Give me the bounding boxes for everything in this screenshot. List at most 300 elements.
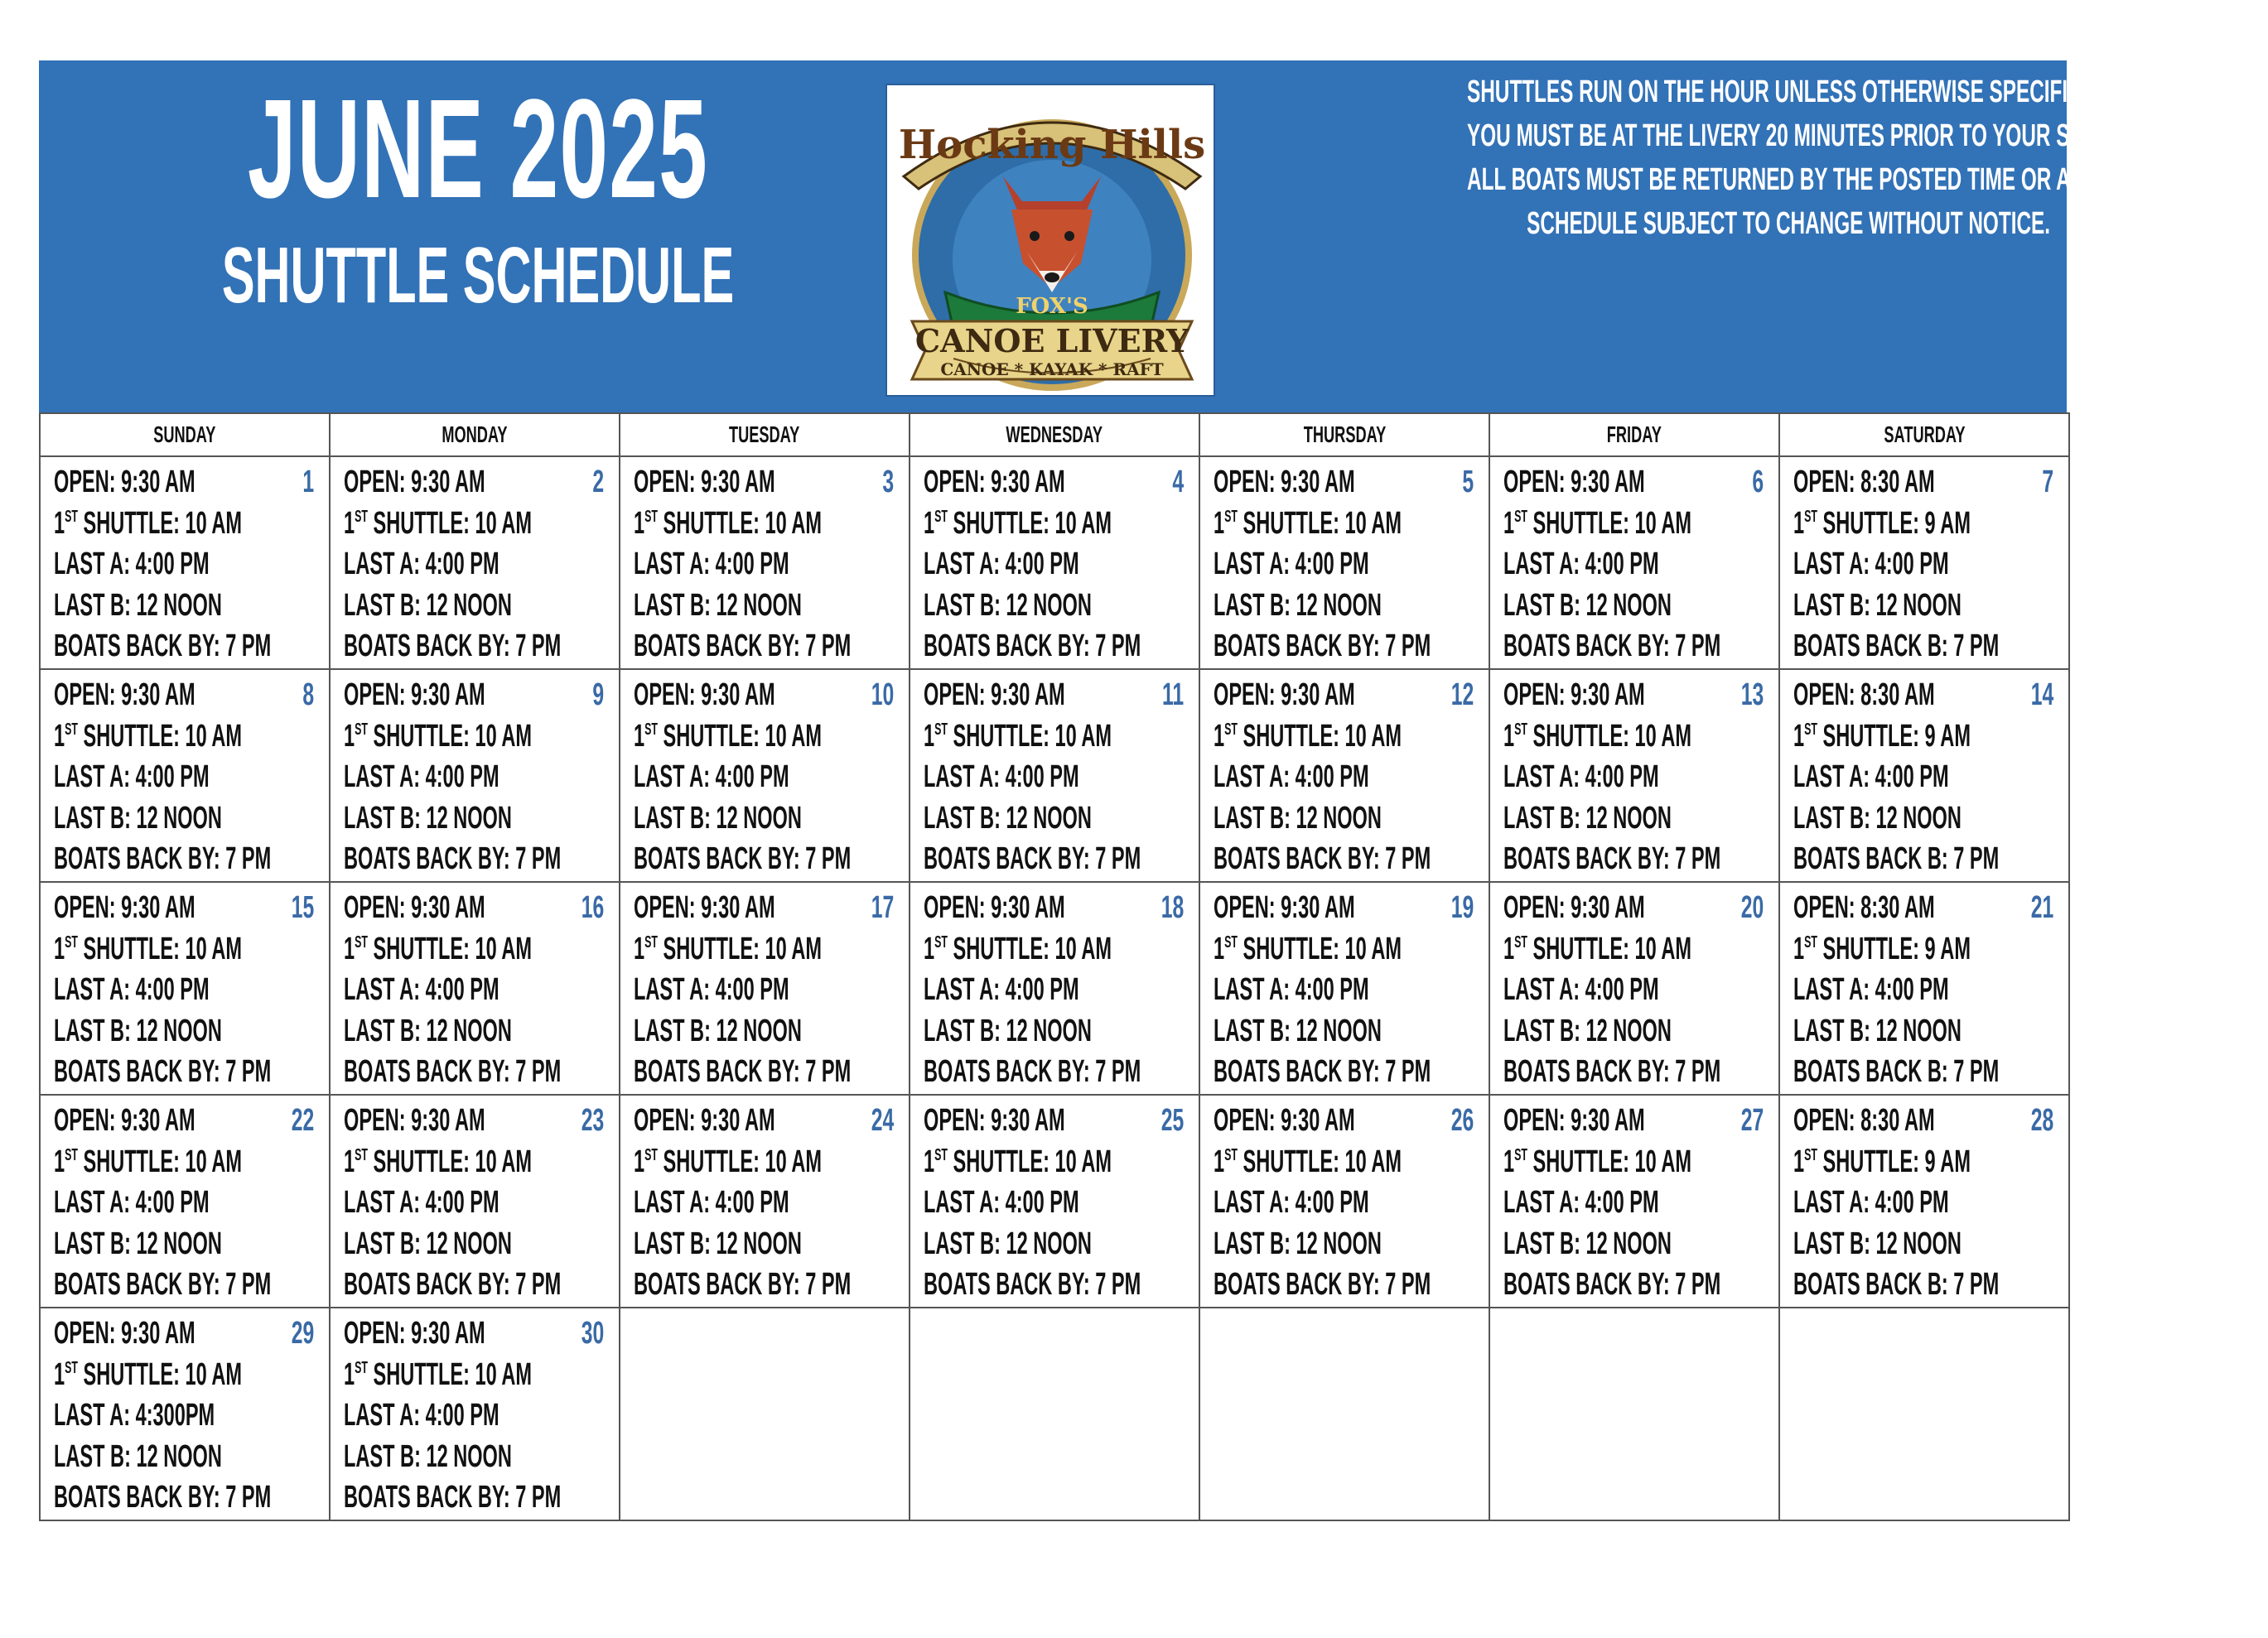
day-cell: [910, 669, 1199, 882]
shuttle-ordinal: 1: [344, 718, 355, 754]
last-a-time: LAST A: 4:00 PM: [1793, 1185, 1949, 1221]
last-a-time: LAST A: 4:00 PM: [54, 759, 210, 795]
last-b-time: LAST B: 12 NOON: [1793, 1226, 1962, 1261]
first-shuttle: [1793, 716, 1971, 758]
day-number: 18: [1161, 890, 1184, 925]
shuttle-time-text: SHUTTLE: 10 AM: [947, 718, 1112, 754]
shuttle-ordinal: 1: [634, 931, 645, 966]
first-shuttle: [634, 929, 823, 971]
shuttle-ordinal: 1: [924, 1144, 935, 1179]
weekday-header: WEDNESDAY: [910, 413, 1199, 456]
shuttle-ordinal: 1: [1793, 1144, 1805, 1179]
first-shuttle: [54, 1355, 243, 1396]
shuttle-ordinal: 1: [1793, 505, 1805, 541]
empty-day-cell: [910, 1308, 1199, 1520]
last-b-time: LAST B: 12 NOON: [1214, 1226, 1382, 1261]
day-number: 11: [1161, 677, 1184, 712]
first-shuttle: [1503, 716, 1692, 758]
shuttle-ordinal-suffix: ST: [644, 720, 658, 739]
open-time: OPEN: 9:30 AM: [344, 1103, 485, 1138]
boats-back-time: BOATS BACK BY: 7 PM: [1503, 1054, 1721, 1090]
shuttle-time-text: SHUTTLE: 10 AM: [77, 931, 243, 966]
boats-back-time: BOATS BACK BY: 7 PM: [1503, 1267, 1721, 1303]
empty-day-cell: [1489, 1308, 1779, 1520]
header-banner: [39, 60, 2268, 412]
last-a-time: LAST A: 4:00 PM: [1214, 1185, 1369, 1221]
last-b-time: LAST B: 12 NOON: [1503, 800, 1672, 836]
shuttle-ordinal: 1: [344, 505, 355, 541]
shuttle-ordinal-suffix: ST: [1804, 720, 1817, 739]
first-shuttle: [1214, 716, 1402, 758]
last-a-time: LAST A: 4:00 PM: [634, 759, 789, 795]
day-number: 2: [592, 465, 604, 499]
day-cell: [40, 456, 330, 669]
shuttle-ordinal: 1: [54, 1144, 65, 1179]
last-b-time: LAST B: 12 NOON: [344, 1226, 512, 1261]
shuttle-ordinal-suffix: ST: [934, 720, 948, 739]
last-a-time: LAST A: 4:00 PM: [54, 1185, 210, 1221]
last-a-time: LAST A: 4:00 PM: [344, 1185, 499, 1221]
weekday-header: SATURDAY: [1779, 413, 2069, 456]
boats-back-time: BOATS BACK B: 7 PM: [1793, 841, 2000, 877]
logo-name-text: FOX'S: [1016, 294, 1088, 319]
last-b-time: LAST B: 12 NOON: [1214, 587, 1382, 623]
calendar-grid: [39, 412, 2070, 1521]
shuttle-ordinal-suffix: ST: [65, 1145, 78, 1164]
shuttle-ordinal-suffix: ST: [1804, 507, 1817, 526]
shuttle-time-text: SHUTTLE: 10 AM: [657, 1144, 823, 1179]
last-a-time: LAST A: 4:00 PM: [54, 547, 210, 582]
open-time: OPEN: 9:30 AM: [1503, 1103, 1645, 1138]
day-cell: [330, 1095, 620, 1308]
open-time: OPEN: 9:30 AM: [634, 1103, 775, 1138]
last-a-time: LAST A: 4:00 PM: [634, 547, 789, 582]
open-time: OPEN: 9:30 AM: [1214, 465, 1355, 499]
first-shuttle: [924, 929, 1112, 971]
first-shuttle: [1793, 929, 1971, 971]
shuttle-time-text: SHUTTLE: 10 AM: [1237, 505, 1402, 541]
shuttle-ordinal-suffix: ST: [1224, 720, 1238, 739]
open-time: OPEN: 9:30 AM: [924, 677, 1065, 712]
boats-back-time: BOATS BACK BY: 7 PM: [344, 1267, 562, 1303]
calendar-week-row: [40, 456, 2069, 669]
weekday-header: MONDAY: [330, 413, 620, 456]
day-number: 19: [1450, 890, 1474, 925]
day-number: 4: [1172, 465, 1184, 499]
open-time: OPEN: 9:30 AM: [1503, 890, 1645, 925]
first-shuttle: [344, 1142, 533, 1183]
shuttle-ordinal-suffix: ST: [355, 1358, 368, 1377]
boats-back-time: BOATS BACK BY: 7 PM: [634, 1054, 852, 1090]
last-a-time: LAST A: 4:00 PM: [924, 759, 1079, 795]
last-b-time: LAST B: 12 NOON: [1793, 800, 1962, 836]
shuttle-ordinal: 1: [344, 1356, 355, 1392]
shuttle-time-text: SHUTTLE: 10 AM: [77, 718, 243, 754]
open-time: OPEN: 9:30 AM: [634, 890, 775, 925]
open-time: OPEN: 9:30 AM: [1503, 465, 1645, 499]
notice-line: SCHEDULE SUBJECT TO CHANGE WITHOUT NOTICE.: [1527, 206, 2050, 241]
shuttle-ordinal-suffix: ST: [934, 1145, 948, 1164]
shuttle-ordinal: 1: [1793, 931, 1805, 966]
day-cell: [910, 882, 1199, 1095]
shuttle-time-text: SHUTTLE: 10 AM: [1237, 718, 1402, 754]
last-b-time: LAST B: 12 NOON: [924, 587, 1092, 623]
open-time: OPEN: 9:30 AM: [54, 1103, 195, 1138]
first-shuttle: [634, 1142, 823, 1183]
shuttle-ordinal: 1: [634, 1144, 645, 1179]
shuttle-ordinal-suffix: ST: [1804, 932, 1817, 951]
day-cell: [40, 1095, 330, 1308]
shuttle-ordinal-suffix: ST: [65, 932, 78, 951]
last-a-time: LAST A: 4:00 PM: [344, 972, 499, 1008]
last-a-time: LAST A: 4:00 PM: [634, 972, 789, 1008]
shuttle-ordinal-suffix: ST: [934, 507, 948, 526]
open-time: OPEN: 8:30 AM: [1793, 465, 1935, 499]
shuttle-ordinal-suffix: ST: [1224, 507, 1238, 526]
shuttle-ordinal: 1: [344, 1144, 355, 1179]
shuttle-ordinal-suffix: ST: [1514, 720, 1527, 739]
empty-day-cell: [620, 1308, 910, 1520]
logo-livery-text: CANOE LIVERY: [914, 322, 1189, 359]
shuttle-time-text: SHUTTLE: 9 AM: [1817, 505, 1971, 541]
open-time: OPEN: 9:30 AM: [54, 890, 195, 925]
open-time: OPEN: 9:30 AM: [344, 890, 485, 925]
day-number: 3: [882, 465, 894, 499]
last-b-time: LAST B: 12 NOON: [634, 587, 802, 623]
last-b-time: LAST B: 12 NOON: [1793, 1013, 1962, 1048]
shuttle-time-text: SHUTTLE: 10 AM: [367, 1356, 533, 1392]
shuttle-ordinal-suffix: ST: [644, 932, 658, 951]
last-a-time: LAST A: 4:00 PM: [1793, 972, 1949, 1008]
shuttle-ordinal-suffix: ST: [65, 1358, 78, 1377]
day-number: 8: [302, 677, 314, 712]
boats-back-time: BOATS BACK BY: 7 PM: [54, 629, 272, 664]
weekday-header: FRIDAY: [1489, 413, 1779, 456]
day-number: 6: [1752, 465, 1764, 499]
open-time: OPEN: 8:30 AM: [1793, 1103, 1935, 1138]
shuttle-time-text: SHUTTLE: 10 AM: [77, 505, 243, 541]
shuttle-time-text: SHUTTLE: 10 AM: [367, 505, 533, 541]
empty-day-cell: [1199, 1308, 1489, 1520]
shuttle-ordinal-suffix: ST: [65, 507, 78, 526]
shuttle-time-text: SHUTTLE: 10 AM: [1527, 1144, 1692, 1179]
last-a-time: LAST A: 4:00 PM: [1503, 759, 1659, 795]
boats-back-time: BOATS BACK BY: 7 PM: [924, 1267, 1141, 1303]
day-cell: [330, 669, 620, 882]
open-time: OPEN: 9:30 AM: [1503, 677, 1645, 712]
boats-back-time: BOATS BACK BY: 7 PM: [54, 1267, 272, 1303]
boats-back-time: BOATS BACK BY: 7 PM: [344, 841, 562, 877]
boats-back-time: BOATS BACK BY: 7 PM: [1214, 1054, 1431, 1090]
first-shuttle: [1503, 1142, 1692, 1183]
first-shuttle: [54, 503, 243, 545]
open-time: OPEN: 9:30 AM: [54, 1316, 195, 1351]
shuttle-ordinal-suffix: ST: [355, 507, 368, 526]
last-b-time: LAST B: 12 NOON: [344, 587, 512, 623]
first-shuttle: [344, 1355, 533, 1396]
shuttle-time-text: SHUTTLE: 10 AM: [77, 1144, 243, 1179]
last-b-time: LAST B: 12 NOON: [634, 1226, 802, 1261]
day-number: 21: [2030, 890, 2053, 925]
day-number: 16: [581, 890, 604, 925]
month-title: JUNE 2025: [247, 70, 709, 228]
open-time: OPEN: 9:30 AM: [344, 465, 485, 499]
shuttle-ordinal: 1: [1214, 1144, 1225, 1179]
open-time: OPEN: 9:30 AM: [344, 677, 485, 712]
boats-back-time: BOATS BACK BY: 7 PM: [634, 841, 852, 877]
day-number: 20: [1740, 890, 1764, 925]
last-b-time: LAST B: 12 NOON: [924, 800, 1092, 836]
boats-back-time: BOATS BACK BY: 7 PM: [1214, 629, 1431, 664]
open-time: OPEN: 9:30 AM: [924, 465, 1065, 499]
boats-back-time: BOATS BACK BY: 7 PM: [924, 841, 1141, 877]
first-shuttle: [344, 929, 533, 971]
boats-back-time: BOATS BACK BY: 7 PM: [1503, 841, 1721, 877]
last-b-time: LAST B: 12 NOON: [1503, 1013, 1672, 1048]
shuttle-time-text: SHUTTLE: 10 AM: [1527, 505, 1692, 541]
day-cell: [1199, 456, 1489, 669]
open-time: OPEN: 9:30 AM: [1214, 677, 1355, 712]
shuttle-ordinal: 1: [1503, 505, 1515, 541]
boats-back-time: BOATS BACK BY: 7 PM: [1503, 629, 1721, 664]
shuttle-time-text: SHUTTLE: 10 AM: [947, 931, 1112, 966]
shuttle-ordinal: 1: [1503, 718, 1515, 754]
day-number: 10: [871, 677, 894, 712]
last-a-time: LAST A: 4:300PM: [54, 1398, 215, 1433]
shuttle-ordinal: 1: [54, 718, 65, 754]
shuttle-ordinal: 1: [54, 505, 65, 541]
shuttle-time-text: SHUTTLE: 10 AM: [367, 1144, 533, 1179]
shuttle-time-text: SHUTTLE: 10 AM: [947, 505, 1112, 541]
boats-back-time: BOATS BACK BY: 7 PM: [1214, 1267, 1431, 1303]
last-a-time: LAST A: 4:00 PM: [924, 547, 1079, 582]
last-a-time: LAST A: 4:00 PM: [924, 972, 1079, 1008]
shuttle-ordinal-suffix: ST: [65, 720, 78, 739]
shuttle-ordinal: 1: [1503, 931, 1515, 966]
last-a-time: LAST A: 4:00 PM: [1503, 972, 1659, 1008]
shuttle-time-text: SHUTTLE: 9 AM: [1817, 931, 1971, 966]
last-b-time: LAST B: 12 NOON: [54, 1013, 222, 1048]
notice-line: SHUTTLES RUN ON THE HOUR UNLESS OTHERWISE SPECIFIED.: [1467, 75, 2102, 109]
day-cell: [330, 882, 620, 1095]
boats-back-time: BOATS BACK BY: 7 PM: [344, 629, 562, 664]
day-number: 28: [2030, 1103, 2053, 1138]
day-number: 13: [1740, 677, 1764, 712]
day-cell: [40, 882, 330, 1095]
shuttle-ordinal: 1: [924, 505, 935, 541]
calendar-body: [40, 456, 2069, 1520]
day-cell: [1489, 1095, 1779, 1308]
day-number: 24: [871, 1103, 894, 1138]
last-b-time: LAST B: 12 NOON: [1214, 1013, 1382, 1048]
last-a-time: LAST A: 4:00 PM: [344, 547, 499, 582]
day-cell: [1489, 456, 1779, 669]
notice-line: YOU MUST BE AT THE LIVERY 20 MINUTES PRIOR TO YOUR SHUTTLE TIME.: [1467, 118, 2208, 153]
shuttle-ordinal-suffix: ST: [355, 932, 368, 951]
open-time: OPEN: 8:30 AM: [1793, 677, 1935, 712]
shuttle-ordinal: 1: [1793, 718, 1805, 754]
boats-back-time: BOATS BACK BY: 7 PM: [344, 1054, 562, 1090]
day-number: 27: [1740, 1103, 1764, 1138]
boats-back-time: BOATS BACK B: 7 PM: [1793, 1267, 2000, 1303]
shuttle-time-text: SHUTTLE: 9 AM: [1817, 718, 1971, 754]
day-number: 7: [2042, 465, 2053, 499]
shuttle-time-text: SHUTTLE: 9 AM: [1817, 1144, 1971, 1179]
last-a-time: LAST A: 4:00 PM: [1793, 759, 1949, 795]
first-shuttle: [54, 929, 243, 971]
shuttle-time-text: SHUTTLE: 10 AM: [367, 931, 533, 966]
day-number: 22: [291, 1103, 314, 1138]
first-shuttle: [1503, 503, 1692, 545]
shuttle-ordinal: 1: [1214, 931, 1225, 966]
shuttle-ordinal: 1: [344, 931, 355, 966]
shuttle-ordinal: 1: [54, 1356, 65, 1392]
boats-back-time: BOATS BACK BY: 7 PM: [54, 1480, 272, 1515]
last-a-time: LAST A: 4:00 PM: [1214, 547, 1369, 582]
last-b-time: LAST B: 12 NOON: [1503, 1226, 1672, 1261]
calendar-week-row: [40, 1095, 2069, 1308]
day-cell: [40, 669, 330, 882]
last-a-time: LAST A: 4:00 PM: [1503, 547, 1659, 582]
day-cell: [330, 456, 620, 669]
first-shuttle: [344, 503, 533, 545]
shuttle-time-text: SHUTTLE: 10 AM: [657, 718, 823, 754]
day-number: 30: [581, 1316, 604, 1351]
last-a-time: LAST A: 4:00 PM: [634, 1185, 789, 1221]
first-shuttle: [1503, 929, 1692, 971]
day-number: 29: [291, 1316, 314, 1351]
schedule-title: SHUTTLE SCHEDULE: [221, 231, 735, 320]
open-time: OPEN: 9:30 AM: [54, 677, 195, 712]
open-time: OPEN: 9:30 AM: [344, 1316, 485, 1351]
day-cell: [1199, 669, 1489, 882]
day-number: 9: [592, 677, 604, 712]
first-shuttle: [924, 716, 1112, 758]
day-cell: [330, 1308, 620, 1520]
day-cell: [1199, 882, 1489, 1095]
shuttle-time-text: SHUTTLE: 10 AM: [657, 931, 823, 966]
day-number: 17: [871, 890, 894, 925]
last-b-time: LAST B: 12 NOON: [1214, 800, 1382, 836]
last-b-time: LAST B: 12 NOON: [1793, 587, 1962, 623]
last-b-time: LAST B: 12 NOON: [54, 587, 222, 623]
weekday-header: THURSDAY: [1199, 413, 1489, 456]
boats-back-time: BOATS BACK B: 7 PM: [1793, 1054, 2000, 1090]
last-a-time: LAST A: 4:00 PM: [1503, 1185, 1659, 1221]
day-number: 12: [1450, 677, 1474, 712]
day-number: 15: [291, 890, 314, 925]
day-number: 23: [581, 1103, 604, 1138]
shuttle-time-text: SHUTTLE: 10 AM: [657, 505, 823, 541]
open-time: OPEN: 9:30 AM: [634, 677, 775, 712]
last-b-time: LAST B: 12 NOON: [924, 1226, 1092, 1261]
first-shuttle: [1793, 503, 1971, 545]
shuttle-ordinal: 1: [1214, 505, 1225, 541]
shuttle-ordinal: 1: [634, 718, 645, 754]
last-b-time: LAST B: 12 NOON: [924, 1013, 1092, 1048]
first-shuttle: [1214, 503, 1402, 545]
shuttle-ordinal: 1: [1214, 718, 1225, 754]
day-number: 25: [1161, 1103, 1184, 1138]
first-shuttle: [924, 1142, 1112, 1183]
logo-top-text: Hocking Hills: [898, 122, 1206, 168]
boats-back-time: BOATS BACK BY: 7 PM: [924, 1054, 1141, 1090]
day-cell: [1779, 1095, 2069, 1308]
boats-back-time: BOATS BACK BY: 7 PM: [54, 841, 272, 877]
day-cell: [620, 456, 910, 669]
boats-back-time: BOATS BACK BY: 7 PM: [1214, 841, 1431, 877]
first-shuttle: [634, 716, 823, 758]
schedule-notices: [1139, 70, 2268, 246]
last-b-time: LAST B: 12 NOON: [54, 800, 222, 836]
shuttle-ordinal: 1: [634, 505, 645, 541]
last-b-time: LAST B: 12 NOON: [344, 1438, 512, 1474]
day-cell: [620, 669, 910, 882]
shuttle-ordinal-suffix: ST: [644, 507, 658, 526]
logo-bottom-text: CANOE * KAYAK * RAFT: [940, 359, 1164, 379]
last-b-time: LAST B: 12 NOON: [344, 800, 512, 836]
weekday-header: TUESDAY: [620, 413, 910, 456]
open-time: OPEN: 9:30 AM: [924, 890, 1065, 925]
last-a-time: LAST A: 4:00 PM: [344, 1398, 499, 1433]
shuttle-ordinal-suffix: ST: [1804, 1145, 1817, 1164]
last-a-time: LAST A: 4:00 PM: [1214, 759, 1369, 795]
shuttle-ordinal-suffix: ST: [644, 1145, 658, 1164]
first-shuttle: [1214, 929, 1402, 971]
shuttle-ordinal-suffix: ST: [1514, 1145, 1527, 1164]
shuttle-ordinal: 1: [924, 718, 935, 754]
day-cell: [1489, 669, 1779, 882]
notice-line: ALL BOATS MUST BE RETURNED BY THE POSTED TIME OR A LATE FEE APPLIES.: [1467, 162, 2268, 197]
shuttle-ordinal-suffix: ST: [934, 932, 948, 951]
day-number: 14: [2030, 677, 2053, 712]
last-a-time: LAST A: 4:00 PM: [54, 972, 210, 1008]
shuttle-ordinal-suffix: ST: [355, 720, 368, 739]
first-shuttle: [54, 1142, 243, 1183]
day-cell: [1779, 669, 2069, 882]
boats-back-time: BOATS BACK BY: 7 PM: [54, 1054, 272, 1090]
day-cell: [1199, 1095, 1489, 1308]
shuttle-time-text: SHUTTLE: 10 AM: [947, 1144, 1112, 1179]
first-shuttle: [924, 503, 1112, 545]
last-a-time: LAST A: 4:00 PM: [924, 1185, 1079, 1221]
shuttle-ordinal-suffix: ST: [355, 1145, 368, 1164]
day-number: 1: [302, 465, 314, 499]
open-time: OPEN: 9:30 AM: [924, 1103, 1065, 1138]
day-number: 5: [1462, 465, 1474, 499]
last-b-time: LAST B: 12 NOON: [344, 1013, 512, 1048]
shuttle-ordinal-suffix: ST: [1224, 1145, 1238, 1164]
first-shuttle: [1793, 1142, 1971, 1183]
shuttle-time-text: SHUTTLE: 10 AM: [1237, 1144, 1402, 1179]
open-time: OPEN: 9:30 AM: [1214, 890, 1355, 925]
first-shuttle: [54, 716, 243, 758]
day-cell: [620, 882, 910, 1095]
day-number: 26: [1450, 1103, 1474, 1138]
first-shuttle: [1214, 1142, 1402, 1183]
last-b-time: LAST B: 12 NOON: [54, 1438, 222, 1474]
day-cell: [910, 456, 1199, 669]
shuttle-time-text: SHUTTLE: 10 AM: [1527, 931, 1692, 966]
shuttle-ordinal-suffix: ST: [1514, 932, 1527, 951]
last-a-time: LAST A: 4:00 PM: [1214, 972, 1369, 1008]
empty-day-cell: [1779, 1308, 2069, 1520]
day-cell: [620, 1095, 910, 1308]
day-cell: [1779, 882, 2069, 1095]
shuttle-ordinal: 1: [1503, 1144, 1515, 1179]
weekday-header: SUNDAY: [40, 413, 330, 456]
boats-back-time: BOATS BACK BY: 7 PM: [634, 1267, 852, 1303]
